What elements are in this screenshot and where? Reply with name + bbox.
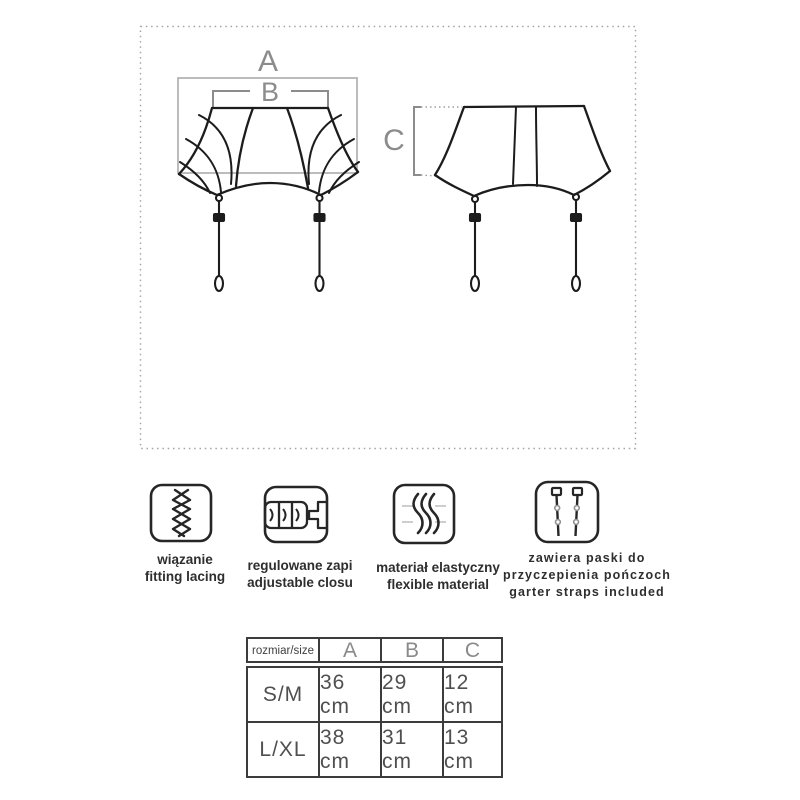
- table-row-sm-size: S/M: [262, 682, 304, 706]
- size-table-header-b: B: [380, 639, 442, 663]
- size-table-header-a: A: [318, 639, 380, 663]
- measurement-a-label: A: [257, 45, 279, 78]
- caption-line: regulowane zapi: [247, 558, 353, 573]
- garment-front-drawing: [179, 108, 359, 195]
- size-table-body: [246, 666, 503, 778]
- lacing-icon: [148, 482, 214, 544]
- table-row-lxl-size: L/XL: [259, 737, 307, 761]
- caption-line: zawiera paski do: [528, 551, 646, 565]
- size-table-header-c: C: [442, 639, 501, 663]
- feature-caption-closure: [230, 557, 370, 591]
- size-table-header-size: rozmiar/size: [252, 645, 314, 657]
- garment-back-drawing: [435, 106, 610, 196]
- table-row-lxl-c: 13 cm: [442, 723, 501, 776]
- caption-line: flexible material: [386, 577, 490, 592]
- measurement-c-label: C: [383, 124, 405, 157]
- garter-straps-front: [214, 195, 325, 291]
- dotted-frame: [141, 27, 636, 449]
- measurement-b-label: B: [260, 77, 280, 107]
- feature-caption-flexible: [368, 559, 508, 593]
- garter-straps-back: [470, 194, 581, 291]
- table-row-lxl-a: 38 cm: [318, 723, 380, 776]
- adjustable-closure-icon: [262, 483, 330, 545]
- caption-line: garter straps included: [509, 585, 665, 599]
- garter-straps-icon: [532, 479, 602, 545]
- table-row-sm-c: 12 cm: [442, 668, 501, 721]
- size-table: [246, 637, 503, 778]
- measurement-c-bracket: [414, 107, 421, 175]
- size-table-header: [246, 637, 503, 663]
- feature-caption-straps: [492, 550, 682, 601]
- table-row-lxl-b: 31 cm: [380, 723, 442, 776]
- table-row-sm-b: 29 cm: [380, 668, 442, 721]
- caption-line: adjustable closu: [247, 575, 353, 590]
- caption-line: wiązanie: [157, 552, 213, 567]
- table-row-sm-a: 36 cm: [318, 668, 380, 721]
- caption-line: fitting lacing: [144, 569, 226, 584]
- caption-line: przyczepienia pończoch: [503, 568, 671, 582]
- caption-line: materiał elastyczny: [376, 560, 500, 575]
- feature-caption-lacing: [125, 551, 245, 585]
- flexible-material-icon: [390, 482, 458, 546]
